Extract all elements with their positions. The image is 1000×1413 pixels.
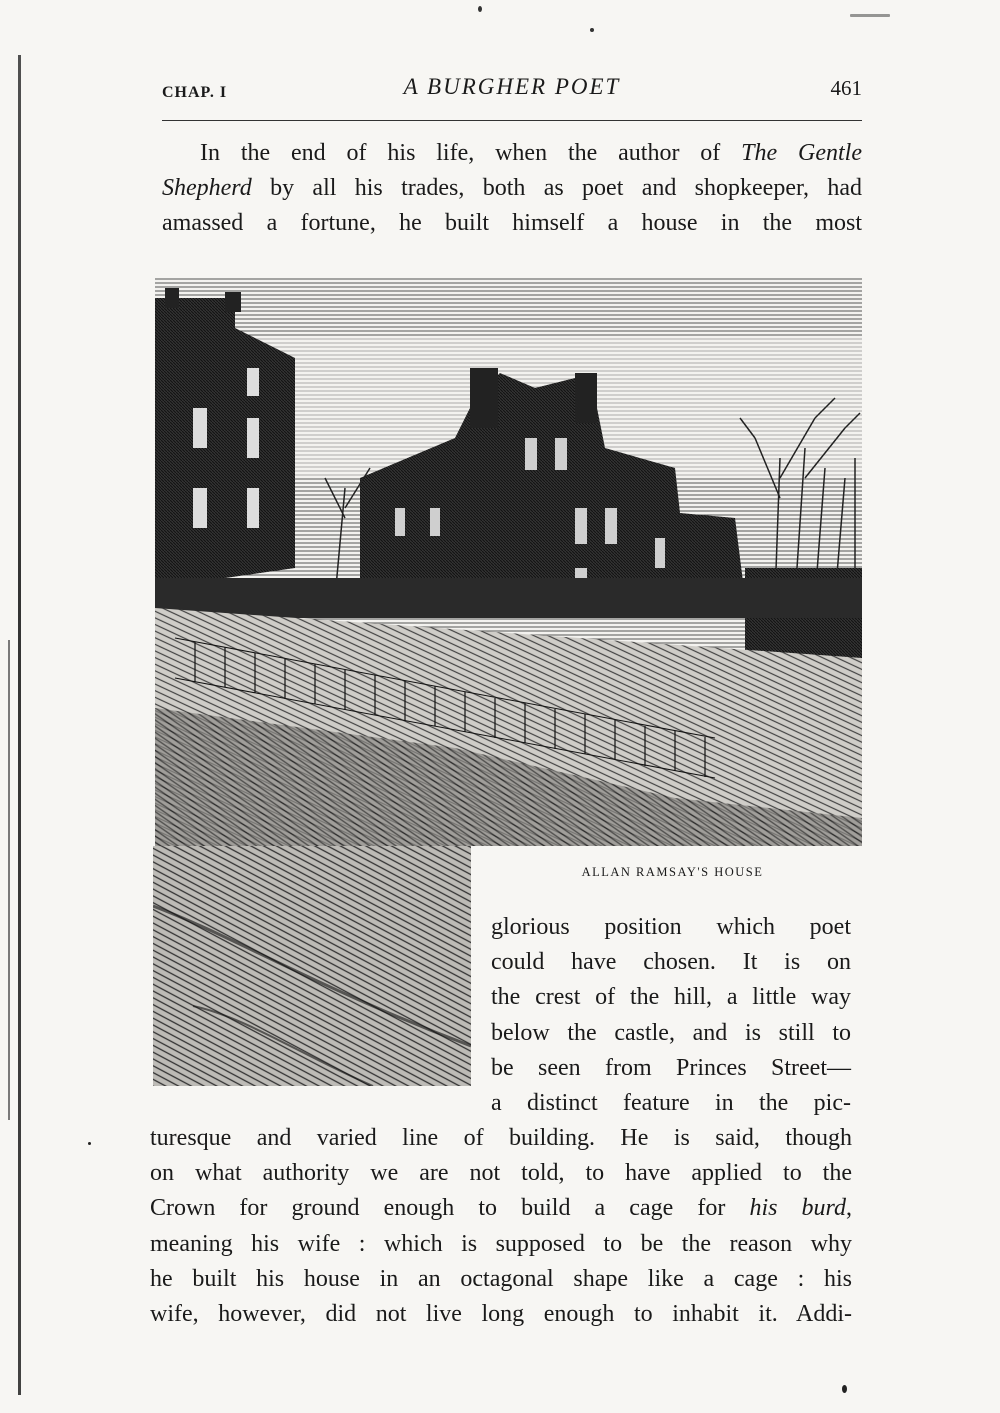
page-number: 461 (830, 76, 862, 100)
paragraph-bottom (150, 1121, 852, 1332)
page-edge-shadow-inner (8, 640, 10, 1120)
page-edge-shadow (18, 55, 21, 1395)
paragraph-top (162, 136, 862, 242)
text-line: could have chosen. It is on (491, 949, 851, 976)
chapter-label: CHAP. I (162, 84, 228, 101)
print-speck (478, 6, 482, 12)
paragraph-side (491, 910, 851, 1121)
running-title: A BURGHER POET (403, 74, 621, 99)
text-line: wife, however, did not live long enough to inhabit it. Addi- (150, 1301, 852, 1328)
text-line: a distinct feature in the pic- (491, 1090, 851, 1117)
text-line: below the castle, and is still to (491, 1019, 851, 1046)
text-line: Shepherd by all his trades, both as poet and shopkeeper, had (162, 175, 862, 202)
running-header (162, 74, 862, 110)
print-speck (88, 1142, 91, 1145)
text-line: glorious position which poet (491, 914, 851, 940)
text-line: the crest of the hill, a little way (491, 984, 851, 1011)
text-line: Crown for ground enough to build a cage for his burd, (150, 1195, 852, 1222)
text-line: on what authority we are not told, to have applied to the (150, 1160, 852, 1187)
engraving-allan-ramsays-house (155, 278, 862, 846)
text-line-1: In the end of his life, when the author of The Gentle (200, 140, 862, 166)
text-line (162, 136, 862, 171)
header-rule (162, 120, 862, 121)
text-line: turesque and varied line of building. He is said, though (150, 1125, 852, 1151)
print-speck (590, 28, 594, 32)
print-speck (850, 14, 890, 17)
print-speck (842, 1385, 847, 1393)
text-line: he built his house in an octagonal shape like a cage : his (150, 1265, 852, 1292)
text-line: be seen from Princes Street— (491, 1054, 851, 1081)
text-line: meaning his wife : which is supposed to be the reason why (150, 1230, 852, 1257)
engraving-hillside-continuation (153, 846, 471, 1086)
text-line: amassed a fortune, he built himself a house in the most (162, 210, 862, 237)
illustration-caption: ALLAN RAMSAY'S HOUSE (581, 865, 764, 879)
